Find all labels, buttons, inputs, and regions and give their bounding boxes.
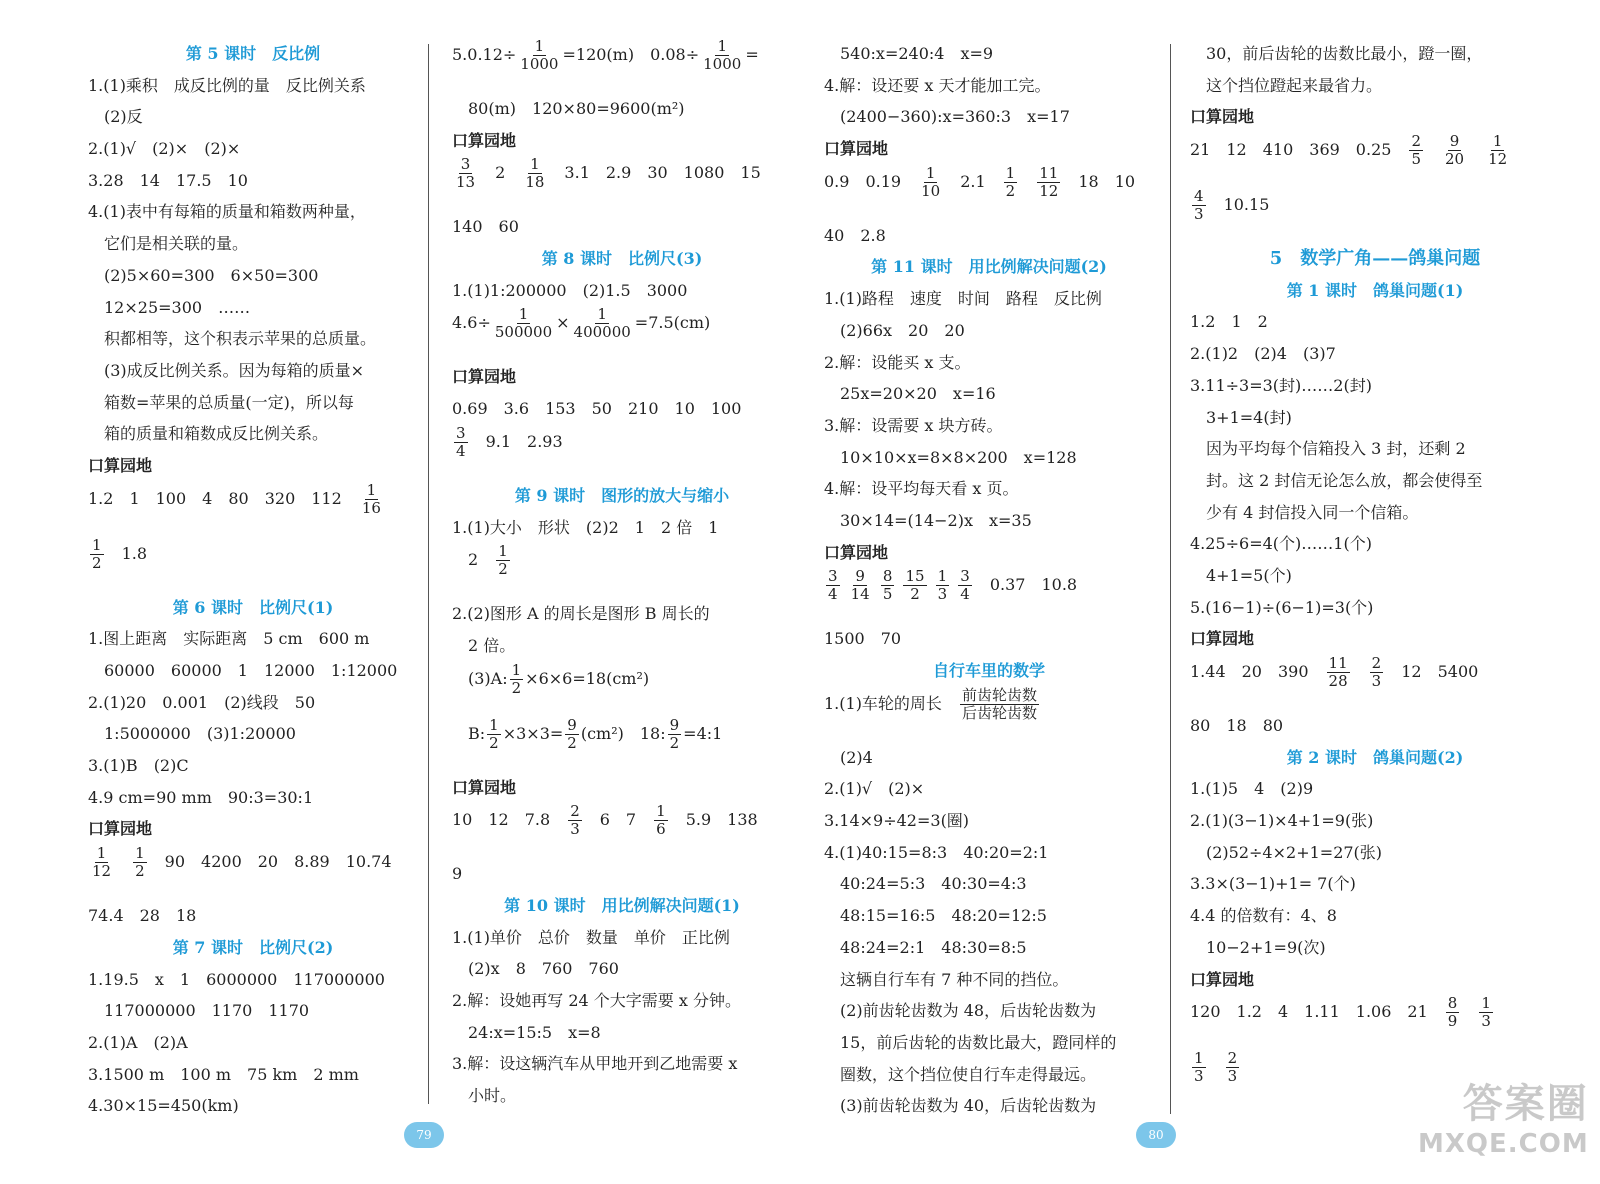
fraction: $\frac{1}{2}$: [511, 660, 522, 697]
answer-line: 24:x=15:5 x=8: [468, 1022, 601, 1042]
answer-line: 4.25÷6=4(个)……1(个): [1190, 534, 1372, 554]
answer-line: 3.11÷3=3(封)……2(封): [1190, 375, 1372, 395]
answer-line: 4.(1)40:15=8:3 40:20=2:1: [824, 842, 1049, 862]
answer-line: $\frac{1}{2}$ 1.8: [92, 535, 148, 572]
fraction: $\frac{3}{4}$: [828, 567, 838, 604]
fraction: $\frac{9}{2}$: [669, 715, 680, 752]
fraction: $\frac{2}{5}$: [1411, 132, 1421, 169]
answer-line: 它们是相关联的量。: [104, 234, 249, 254]
fraction: $\frac{1}{2}$: [92, 535, 102, 572]
answer-line: 小时。: [468, 1086, 517, 1106]
answer-line: B: $\frac{1}{2}$ ×3×3= $\frac{9}{2}$ (cm²) 18: $\frac{9}{2}$ =4:1: [468, 715, 723, 752]
answer-line: 4.4 的倍数有：4、8: [1190, 906, 1337, 926]
column-3: [824, 38, 1154, 1122]
fraction: $\frac{\text{前齿轮齿数}}{\text{后齿轮齿数}}$: [961, 685, 1037, 722]
answer-line: 2.解：设能买 x 支。: [824, 352, 971, 372]
answer-line: 0.69 3.6 153 50 210 10 100: [452, 399, 742, 419]
answer-line: 这辆自行车有 7 种不同的挡位。: [840, 969, 1069, 989]
answer-line: (2)5×60=300 6×50=300: [104, 265, 319, 285]
fraction: $\frac{1}{12}$: [1488, 132, 1508, 169]
answer-line: 3.(1)B (2)C: [88, 756, 189, 776]
answer-line: 2.(1)A (2)A: [88, 1032, 188, 1052]
column-4: [1190, 38, 1560, 1105]
watermark: 答案圈 MXQE.COM: [1418, 1081, 1589, 1159]
fraction: $\frac{1}{2}$: [1005, 163, 1016, 200]
answer-line: (2)x 8 760 760: [468, 959, 619, 979]
fraction: $\frac{3}{4}$: [960, 567, 970, 604]
answer-line: 少有 4 封信投入同一个信箱。: [1206, 502, 1419, 522]
answer-line: 积都相等，这个积表示苹果的总质量。: [104, 329, 377, 349]
answer-line: 3.解：设需要 x 块方砖。: [824, 415, 1003, 435]
answer-line: 2.(2)图形 A 的周长是图形 B 周长的: [452, 604, 710, 624]
answer-line: 4.9 cm=90 mm 90:3=30:1: [88, 787, 314, 807]
mental-math-heading: 口算园地: [824, 139, 889, 159]
answer-line: 5.(16−1)÷(6−1)=3(个): [1190, 597, 1374, 617]
fraction: $\frac{1}{18}$: [525, 155, 545, 192]
fraction: $\frac{1}{2}$: [489, 715, 499, 752]
column-1: [88, 38, 418, 1122]
answer-line: 140 60: [452, 217, 519, 237]
answer-line: 1.44 20 390 $\frac{11}{28}$ $\frac{2}{3}$ 12 5400: [1190, 654, 1479, 690]
mental-math-heading: 口算园地: [452, 777, 517, 797]
answer-line: (2)前齿轮齿数为 48，后齿轮齿数为: [840, 1001, 1097, 1021]
fraction: $\frac{1}{2}$: [135, 844, 145, 881]
fraction: $\frac{1}{12}$: [92, 844, 112, 881]
answer-line: 48:24=2:1 48:30=8:5: [840, 937, 1027, 957]
column-divider-left: [428, 44, 429, 1104]
fraction: $\frac{1}{3}$: [1481, 994, 1491, 1031]
answer-line: $\frac{3}{4}$ $\frac{9}{14}$ $\frac{8}{5}$ $\frac{15}{2}$ $\frac{1}{3}$ $\frac{3}{4}$ 0.37 10.8: [828, 567, 1078, 604]
lesson-7-heading: 第 7 课时 比例尺(2): [172, 937, 334, 957]
answer-line: 4.解：设还要 x 天才能加工完。: [824, 75, 1051, 95]
answer-line: 1.(1)车轮的周长 $\frac{\text{前齿轮齿数}}{\text{后齿轮齿数}}$: [824, 685, 1037, 722]
answer-line: 1.19.5 x 1 6000000 117000000: [88, 969, 385, 989]
answer-line: (2)反: [104, 107, 143, 127]
answer-line: 3.解：设这辆汽车从甲地开到乙地需要 x: [452, 1054, 738, 1074]
fraction: $\frac{1}{1000}$: [703, 37, 742, 73]
fraction: $\frac{1}{3}$: [937, 567, 948, 604]
answer-line: 2.(1)2 (2)4 (3)7: [1190, 344, 1336, 364]
answer-line: 117000000 1170 1170: [104, 1001, 310, 1021]
fraction: $\frac{3}{13}$: [456, 155, 476, 192]
fraction: $\frac{1}{2}$: [498, 542, 508, 579]
lesson-8-heading: 第 8 课时 比例尺(3): [541, 249, 703, 269]
lesson-11-heading: 第 11 课时 用比例解决问题(2): [871, 257, 1107, 277]
unit-heading: 5 数学广角——鸽巢问题: [1269, 248, 1481, 270]
answer-line: 2.(1)√ (2)×: [824, 779, 925, 799]
answer-line: 箱数=苹果的总质量(一定)，所以每: [104, 392, 354, 412]
fraction: $\frac{1}{10}$: [921, 163, 941, 200]
answer-line: 2.(1)20 0.001 (2)线段 50: [88, 692, 316, 712]
answer-line: 540:x=240:4 x=9: [840, 44, 994, 63]
lesson-1-heading: 第 1 课时 鸽巢问题(1): [1286, 280, 1464, 300]
answer-line: 120 1.2 4 1.11 1.06 21 $\frac{8}{9}$ $\frac{1}{3}$: [1190, 994, 1491, 1031]
answer-line: 2.解：设她再写 24 个大字需要 x 分钟。: [452, 991, 741, 1010]
answer-line: 9: [452, 864, 463, 884]
fraction: $\frac{3}{4}$: [456, 423, 466, 460]
answer-line: 48:15=16:5 48:20=12:5: [840, 906, 1047, 926]
lesson-6-heading: 第 6 课时 比例尺(1): [172, 597, 334, 617]
fraction: $\frac{9}{20}$: [1445, 132, 1465, 169]
mental-math-heading: 口算园地: [1190, 107, 1255, 127]
answer-line: 10 12 7.8 $\frac{2}{3}$ 6 7 $\frac{1}{6}$ 5.9 138: [452, 802, 758, 839]
answer-line: 12×25=300 ……: [104, 297, 251, 317]
answer-line: 10−2+1=9(次): [1206, 937, 1326, 957]
fraction: $\frac{8}{9}$: [1447, 994, 1458, 1031]
answer-line: (2)52÷4×2+1=27(张): [1206, 842, 1383, 862]
fraction: $\frac{1}{400000}$: [573, 305, 631, 342]
answer-line: 1.(1)5 4 (2)9: [1190, 779, 1314, 799]
answer-line: 3.1500 m 100 m 75 km 2 mm: [88, 1064, 359, 1084]
answer-line: 1.2 1 100 4 80 320 112 $\frac{1}{16}$: [88, 480, 381, 517]
answer-line: 这个挡位蹬起来最省力。: [1206, 75, 1383, 95]
answer-line: (2)66x 20 20: [840, 320, 965, 340]
answer-line: 箱的质量和箱数成反比例关系。: [104, 424, 329, 444]
answer-line: 1.(1)大小 形状 (2)2 1 2 倍 1: [452, 517, 719, 537]
answer-line: 60000 60000 1 12000 1:12000: [104, 661, 398, 680]
answer-line: 封。这 2 封信无论怎么放，都会使得至: [1206, 470, 1483, 490]
answer-line: 3.28 14 17.5 10: [88, 170, 248, 190]
column-divider-right: [1170, 44, 1171, 1114]
fraction: $\frac{1}{500000}$: [494, 305, 553, 342]
answer-line: 1.2 1 2: [1190, 312, 1268, 332]
answer-line: 1.(1)路程 速度 时间 路程 反比例: [824, 289, 1102, 309]
answer-line: 4.6÷ $\frac{1}{500000}$ × $\frac{1}{400000}$ =7.5(cm): [452, 305, 711, 342]
answer-line: 10×10×x=8×8×200 x=128: [840, 447, 1077, 467]
answer-line: (2)4: [840, 747, 873, 767]
answer-line: $\frac{3}{4}$ 9.1 2.93: [456, 423, 563, 460]
mental-math-heading: 口算园地: [452, 367, 517, 387]
answer-line: (3)成反比例关系。因为每箱的质量×: [104, 360, 365, 380]
fraction: $\frac{2}{3}$: [1371, 654, 1382, 690]
answer-line: 因为平均每个信箱投入 3 封，还剩 2: [1206, 439, 1466, 459]
page-number-right: 80: [1136, 1122, 1176, 1148]
fraction: $\frac{1}{1000}$: [520, 37, 559, 73]
fraction: $\frac{9}{2}$: [567, 715, 577, 752]
mental-math-heading: 口算园地: [452, 130, 517, 150]
answer-line: 15，前后齿轮的齿数比最大，蹬同样的: [840, 1032, 1117, 1052]
answer-line: 1.图上距离 实际距离 5 cm 600 m: [88, 629, 370, 649]
answer-line: 3.14×9÷42=3(圈): [824, 811, 970, 831]
answer-line: $\frac{3}{13}$ 2 $\frac{1}{18}$ 3.1 2.9 30 1080 15: [456, 155, 761, 192]
fraction: $\frac{9}{14}$: [850, 567, 870, 604]
mental-math-heading: 口算园地: [88, 455, 153, 475]
answer-line: 2 $\frac{1}{2}$: [468, 542, 508, 579]
answer-line: 40:24=5:3 40:30=4:3: [840, 874, 1027, 894]
answer-line: 0.9 0.19 $\frac{1}{10}$ 2.1 $\frac{1}{2}$ $\frac{11}{12}$ 18 10: [824, 163, 1136, 200]
page-number-left: 79: [404, 1122, 444, 1148]
answer-line: 1.(1)1:200000 (2)1.5 3000: [452, 280, 688, 300]
answer-line: 圈数，这个挡位使自行车走得最远。: [840, 1064, 1097, 1084]
answer-line: 4+1=5(个): [1206, 565, 1292, 585]
answer-line: 4.30×15=450(km): [88, 1096, 239, 1116]
answer-line: 5.0.12÷ $\frac{1}{1000}$ =120(m) 0.08÷ $\frac{1}{1000}$ =: [452, 37, 759, 73]
answer-line: 74.4 28 18: [88, 906, 197, 926]
lesson-9-heading: 第 9 课时 图形的放大与缩小: [514, 485, 730, 505]
fraction: $\frac{11}{28}$: [1328, 654, 1348, 690]
answer-line: 2 倍。: [468, 635, 516, 655]
fraction: $\frac{2}{3}$: [570, 802, 580, 839]
fraction: $\frac{15}{2}$: [905, 567, 925, 604]
fraction: $\frac{4}{3}$: [1194, 187, 1204, 224]
fraction: $\frac{11}{12}$: [1039, 163, 1059, 200]
answer-line: 3+1=4(封): [1206, 407, 1292, 427]
fraction: $\frac{2}{3}$: [1227, 1049, 1238, 1086]
answer-line: 25x=20×20 x=16: [840, 384, 996, 404]
answer-line: 4.(1)表中有每箱的质量和箱数两种量，: [88, 202, 366, 222]
answer-line: (2400−360):x=360:3 x=17: [840, 107, 1070, 127]
mental-math-heading: 口算园地: [1190, 969, 1255, 989]
lesson-5-heading: 第 5 课时 反比例: [185, 44, 321, 63]
mental-math-heading: 口算园地: [824, 542, 889, 562]
answer-line: 80(m) 120×80=9600(m²): [468, 99, 685, 118]
answer-line: (3)前齿轮齿数为 40，后齿轮齿数为: [840, 1096, 1097, 1116]
answer-line: 80 18 80: [1190, 716, 1284, 735]
answer-line: (3)A: $\frac{1}{2}$ ×6×6=18(cm²): [468, 660, 650, 697]
answer-line: 30×14=(14−2)x x=35: [840, 510, 1032, 530]
answer-line: $\frac{4}{3}$ 10.15: [1194, 187, 1270, 224]
fraction: $\frac{8}{5}$: [882, 567, 893, 604]
column-2: [452, 38, 792, 1112]
bicycle-math-heading: 自行车里的数学: [932, 661, 1045, 680]
lesson-10-heading: 第 10 课时 用比例解决问题(1): [504, 895, 740, 915]
fraction: $\frac{1}{16}$: [361, 480, 381, 517]
answer-line: 1500 70: [824, 629, 902, 649]
answer-line: $\frac{1}{12}$ $\frac{1}{2}$ 90 4200 20 8.89 10.74: [92, 844, 392, 881]
answer-line: 1.(1)单价 总价 数量 单价 正比例: [452, 927, 730, 947]
answer-line: 2.(1)√ (2)× (2)×: [88, 139, 241, 159]
answer-line: 40 2.8: [824, 225, 886, 245]
mental-math-heading: 口算园地: [1190, 629, 1255, 649]
mental-math-heading: 口算园地: [88, 819, 153, 839]
fraction: $\frac{1}{6}$: [656, 802, 666, 839]
answer-line: 1:5000000 (3)1:20000: [104, 724, 296, 744]
lesson-2-heading: 第 2 课时 鸽巢问题(2): [1286, 747, 1464, 767]
answer-line: 1.(1)乘积 成反比例的量 反比例关系: [88, 75, 366, 95]
answer-line: 2.(1)(3−1)×4+1=9(张): [1190, 811, 1374, 831]
answer-line: 4.解：设平均每天看 x 页。: [824, 479, 1019, 499]
answer-line: 30，前后齿轮的齿数比最小，蹬一圈，: [1206, 44, 1483, 63]
fraction: $\frac{1}{3}$: [1194, 1049, 1204, 1086]
answer-line: 21 12 410 369 0.25 $\frac{2}{5}$ $\frac{9}{20}$ $\frac{1}{12}$: [1190, 132, 1508, 169]
answer-line: 3.3×(3−1)+1= 7(个): [1190, 874, 1356, 894]
